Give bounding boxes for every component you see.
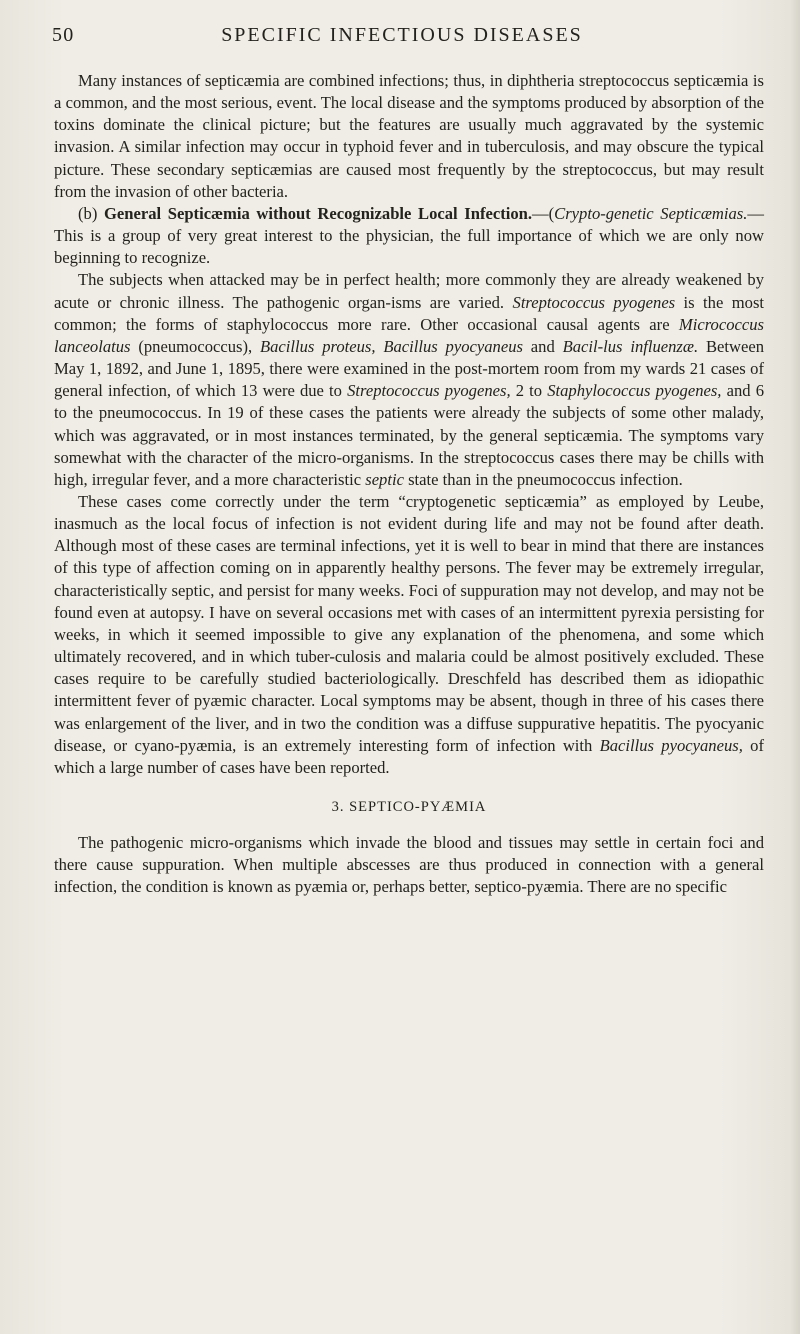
species-name: Bacillus proteus, Bacillus pyocyaneus (259, 336, 523, 356)
italic-word: septic (365, 469, 404, 489)
text-run: Between May 1, 1892, and June 1, 1895, there were examined in the post-mortem room from my wards 21 cases of general infection, of which 13 were due to (54, 336, 764, 401)
text-run: and 6 to the pneumococcus. In 19 of these cases the patients were already the subjects of some other malady, which was aggravated, or in most instances terminated, by the general septicæmia. The symptoms vary somewhat with the character of the micro-organisms. In the streptococcus cases there may be chills with high, irregular fever, and a more characteristic (54, 381, 764, 489)
subsection-italic-term: Crypto-genetic Septicæmias. (554, 203, 748, 223)
heading-dash: —( (532, 203, 555, 223)
species-name: Bacil-lus influenzæ. (562, 336, 699, 356)
subsection-label: (b) (78, 203, 98, 223)
text-run: (pneumococcus), (130, 336, 260, 356)
subsection-heading: General Septicæmia without Recognizable Local Infection. (103, 203, 533, 223)
species-name: Streptococcus pyogenes, (347, 381, 511, 401)
text-run: is the most common; the forms of staphylococcus more rare. Other occasional causal agents are (54, 292, 765, 334)
text-run: These cases come correctly under the term “cryptogenetic septicæmia” as employed by Leube, inasmuch as the local focus of infection is not evident during life and may not be found after death. Although most of these cases are terminal infections, yet it is well to bear in mind that there are instances of this type of affection coming on in apparently healthy persons. The fever may be extremely irregular, characteristically septic, and persist for many weeks. Foci of suppuration may not develop, and may not be found even at autopsy. I have on several occasions met with cases of an intermittent pyrexia persisting for weeks, in which it seemed impossible to give any explanation of the phenomena, and some which ultimately recovered, and in which tuber-culosis and malaria could be almost positively excluded. These cases require to be carefully studied bacteriologically. Dreschfeld has described them as idiopathic intermittent fever of pyæmic character. Local symptoms may be absent, though in three of his cases there was enlargement of the liver, and in two the condition was a diffuse suppurative hepatitis. The pyocyanic disease, or cyano-pyæmia, is an extremely interesting form of infection with (54, 491, 764, 755)
text-run: and (522, 336, 563, 356)
species-name: Bacillus pyocyaneus, (599, 735, 743, 755)
paragraph-causal-agents (54, 269, 764, 491)
species-name: Streptococcus pyogenes (512, 292, 676, 312)
page-number: 50 (52, 24, 75, 46)
running-head-title: SPECIFIC INFECTIOUS DISEASES (221, 24, 583, 46)
paragraph-secondary-septicaemias: Many instances of septicæmia are combined infections; thus, in diphtheria streptococcus septicæmia is a common, and the most serious, event. The local disease and the symptoms produced by absorption of the toxins dominate the clinical picture; but the features are usually much aggravated by the systemic invasion. A similar infection may occur in typhoid fever and in tuberculosis, and may obscure the typical picture. These secondary septicæmias are caused most frequently by the streptococcus, but may result from the invasion of other bacteria. (54, 71, 764, 201)
species-name: Micrococcus lanceolatus (54, 314, 764, 356)
subsection-text: —This is a group of very great interest to the physician, the full importance of which we are only now beginning to recognize. (54, 203, 764, 268)
running-head (52, 24, 752, 52)
section-heading-septico-pyaemia: 3. SEPTICO-PYÆMIA (331, 799, 487, 815)
paragraph-cryptogenetic-septicaemias (54, 203, 764, 269)
text-run: state than in the pneumococcus infection. (403, 469, 683, 489)
species-name: Staphylococcus pyogenes, (547, 381, 722, 401)
text-run: The subjects when attacked may be in perfect health; more commonly they are already weakened by acute or chronic illness. The pathogenic organ-isms are varied. (54, 270, 764, 312)
body-text (54, 70, 764, 899)
text-run: 2 to (510, 381, 548, 401)
paragraph-septico-pyaemia: The pathogenic micro-organisms which invade the blood and tissues may settle in certain foci and there cause suppuration. When multiple abscesses are thus produced in connection with a general infection, the condition is known as pyæmia or, perhaps better, septico-pyæmia. There are no specific (54, 833, 764, 897)
paragraph-leube-dreschfeld (54, 491, 764, 779)
page-edge-shadow (790, 0, 800, 1334)
text-run: of which a large number of cases have been reported. (54, 735, 764, 777)
